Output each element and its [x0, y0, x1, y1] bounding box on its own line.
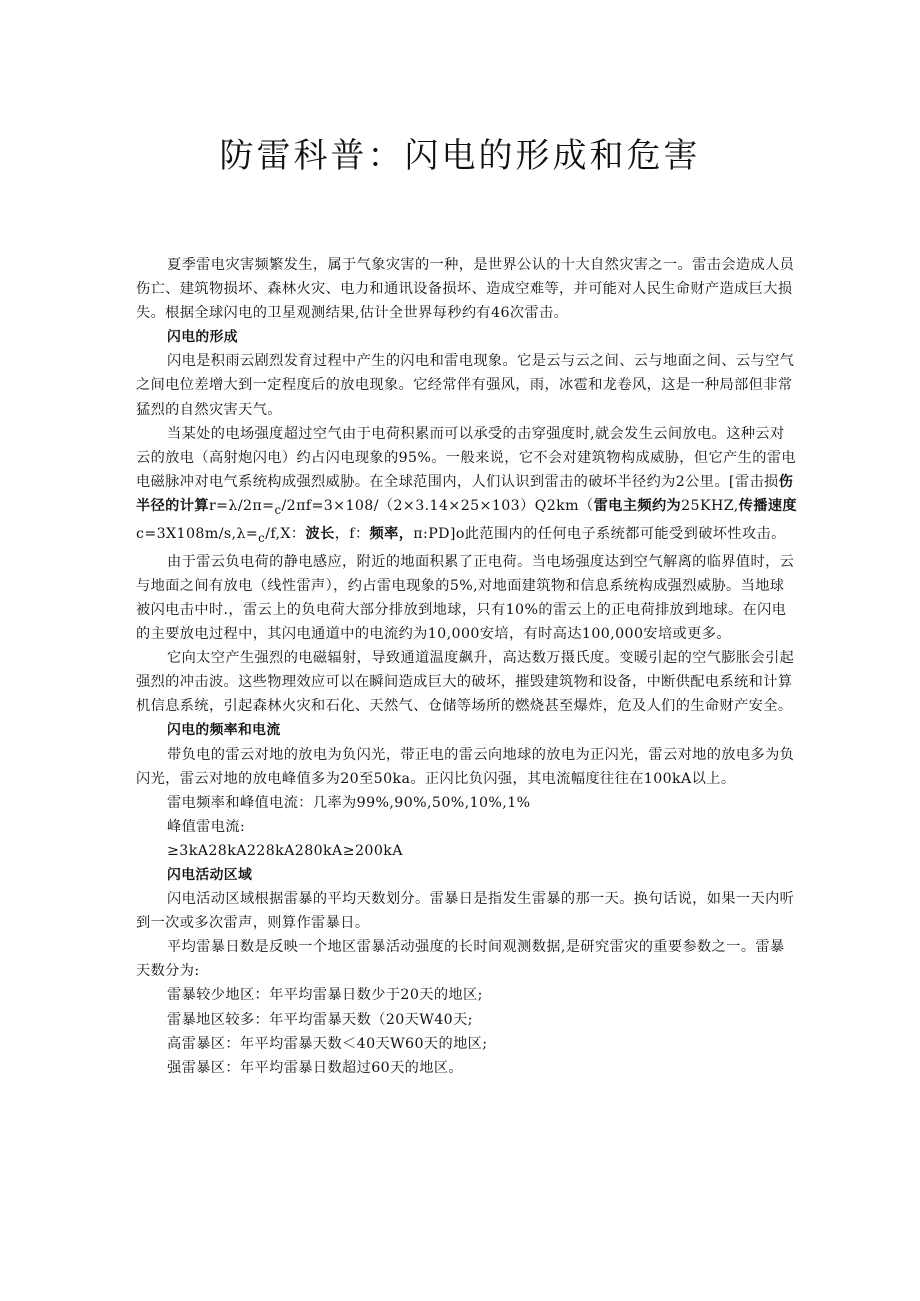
paragraph: 由于雷云负电荷的静电感应，附近的地面积累了正电荷。当电场强度达到空气解离的临界值时，云与地面之间有放电（线性雷声），约占雷电现象的5%,对地面建筑物和信息系统构成强烈威胁。当地球被闪电击中时.，雷云上的负电荷大部分排放到地球，只有10%的雷云上的正电荷排放到地球。在闪电的主要放电过程中，其闪电通道中的电流约为10,000安培，有时高达100,000安培或更多。: [136, 553, 795, 643]
paragraph-radius-calc: [136, 422, 798, 550]
list-item: 雷暴地区较多：年平均雷暴天数（20天W40天;: [167, 1011, 473, 1028]
text-run: c=3X108m/s,λ=: [136, 525, 259, 542]
page-title: 防雷科普：闪电的形成和危害: [219, 136, 701, 176]
document-body: [136, 253, 798, 1080]
list-item: 雷暴较少地区：年平均雷暴日数少于20天的地区;: [167, 987, 483, 1004]
paragraph: 它向太空产生强烈的电磁辐射，导致通道温度飙升，高达数万摄氏度。变暖引起的空气膨胀会引起强烈的冲击波。这些物理效应可以在瞬间造成巨大的破坏，摧毁建筑物和设备，中断供配电系统和计算机信息系统，引起森林火灾和石化、天然气、仓储等场所的燃烧甚至爆炸，危及人们的生命财产安全。: [136, 650, 795, 715]
text-run: r=λ/2π=: [208, 497, 275, 514]
text-run: 25KHZ,: [681, 497, 739, 514]
text-run: 当某处的电场强度超过空气由于电荷积累而可以承受的击穿强度时,就会发生云间放电。这种云对云的放电（高射炮闪电）约占闪电现象的95%。一般来说，它不会对建筑物构成威胁，但它产生的雷电电磁脉冲对电气系统构成强烈威胁。在全球范围内，人们认识到雷击的破坏半径约为2公里。[雷击损: [136, 425, 796, 490]
bold-run: 雷电主频约为: [593, 497, 682, 514]
intro-paragraph: 夏季雷电灾害频繁发生，属于气象灾害的一种，是世界公认的十大自然灾害之一。雷击会造成人员伤亡、建筑物损坏、森林火灾、电力和通讯设备损坏、造成空难等，并可能对人民生命财产造成巨大损失。根据全球闪电的卫星观测结果,估计全世界每秒约有46次雷击。: [136, 257, 795, 322]
bold-run: 传播速度: [738, 497, 798, 514]
text-run: /2πf=3×108/（2×3.14×25×103）Q2km（: [281, 497, 594, 514]
section-heading-frequency: 闪电的频率和电流: [167, 722, 281, 739]
paragraph: 峰值雷电流:: [167, 818, 246, 835]
paragraph: 闪电是积雨云剧烈发育过程中产生的闪电和雷电现象。它是云与云之间、云与地面之间、云与空气之间电位差增大到一定程度后的放电现象。它经常伴有强风，雨，冰雹和龙卷风，这是一种局部但非常猛烈的自然灾害天气。: [136, 353, 795, 418]
bold-run: 伤半径的计算: [136, 473, 794, 514]
bold-run: 波长: [305, 525, 335, 542]
paragraph: 带负电的雷云对地的放电为负闪光，带正电的雷云向地球的放电为正闪光，雷云对地的放电多为负闪光，雷云对地的放电峰值多为20至50ka。正闪比负闪强，其电流幅度往往在100kA以上。: [136, 746, 795, 787]
paragraph: 闪电活动区域根据雷暴的平均天数划分。雷暴日是指发生雷暴的那一天。换句话说，如果一天内听到一次或多次雷声，则算作雷暴日。: [136, 891, 795, 932]
bold-run: 频率，: [369, 525, 414, 542]
text-run: /f,X：: [265, 525, 306, 542]
text-run: π:PD]o此范围内的任何电子系统都可能受到破坏性攻击。: [413, 525, 786, 542]
paragraph: ≥3kA28kA228kA280kA≥200kA: [167, 842, 403, 859]
subscript: c: [258, 530, 266, 545]
paragraph: 雷电频率和峰值电流：几率为99%,90%,50%,10%,1%: [167, 794, 531, 811]
subscript: c: [274, 502, 282, 517]
list-item: 高雷暴区：年平均雷暴天数＜40天W60天的地区;: [167, 1035, 488, 1052]
section-heading-activity: 闪电活动区域: [167, 867, 253, 883]
text-run: ，f：: [334, 525, 370, 542]
list-item: 强雷暴区：年平均雷暴日数超过60天的地区。: [167, 1059, 464, 1076]
section-heading-formation: 闪电的形成: [167, 329, 238, 346]
paragraph: 平均雷暴日数是反映一个地区雷暴活动强度的长时间观测数据,是研究雷灾的重要参数之一。雷暴天数分为:: [136, 939, 785, 980]
